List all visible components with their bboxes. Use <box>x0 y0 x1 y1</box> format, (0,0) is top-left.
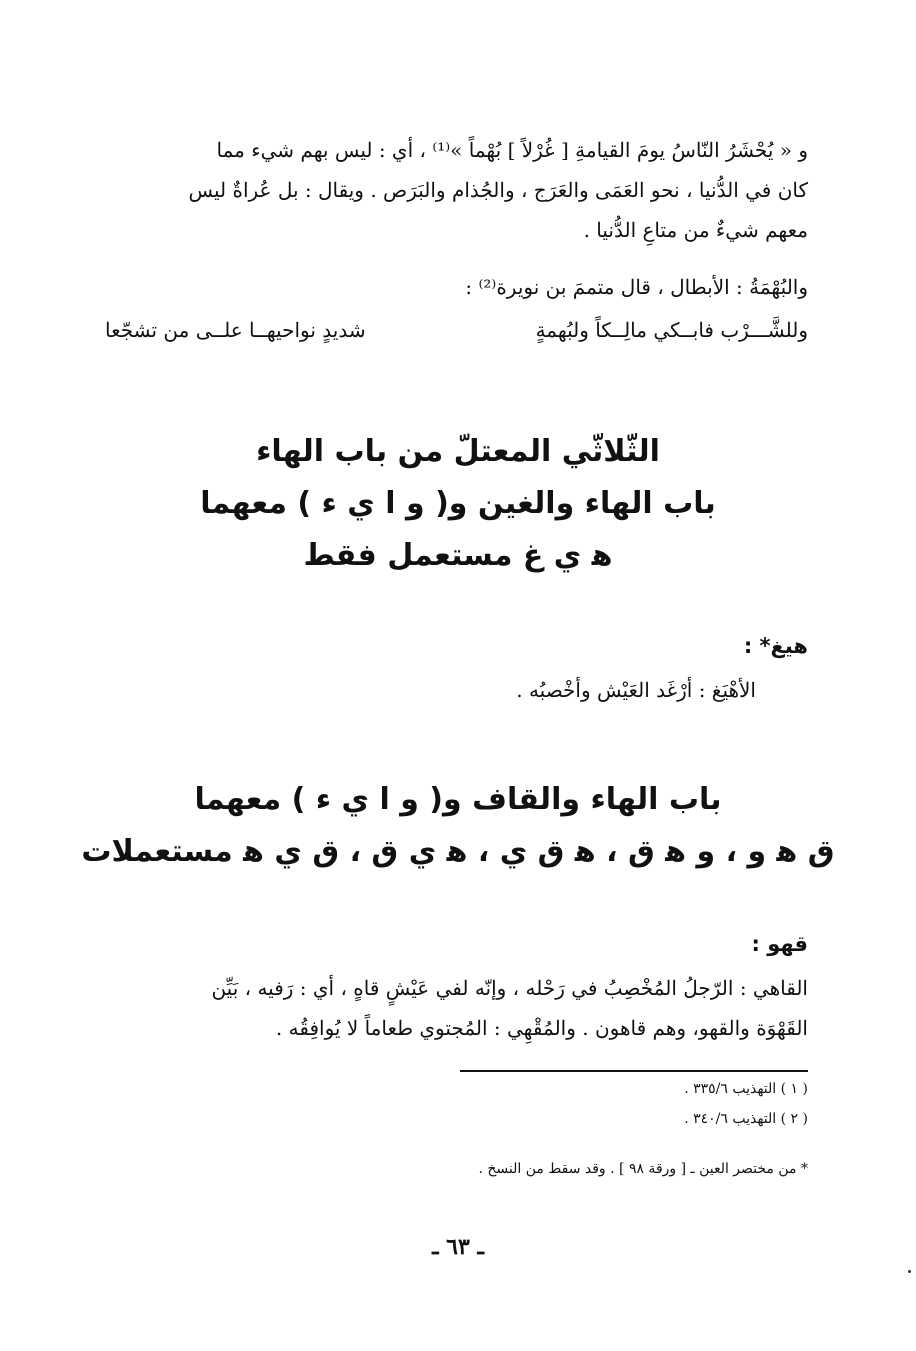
section-heading-ha-ghayn <box>60 426 856 582</box>
paragraph-line: القاهي : الرّجلُ المُخْصِبُ في رَحْله ، وإنّه لفي عَيْشٍ قاهٍ ، أي : رَفيه ، بَيِّن <box>211 976 808 1000</box>
heading-line: ق ﻫ و ، و ﻫ ق ، ﻫ ق ي ، ﻫ ي ق ، ق ي ﻫ مستعملات <box>81 834 835 869</box>
entry-headword-hyg: هيغ* : <box>743 634 808 658</box>
heading-line: ﻫ ي غ مستعمل فقط <box>303 538 613 573</box>
paragraph-buhm <box>105 130 808 250</box>
paragraph-line: و « يُحْشَرُ النّاسُ يومَ القيامةِ [ غُرْلاً ] بُهْماً »⁽¹⁾ ، أي : ليس بهم شيء مما <box>216 138 808 162</box>
footnote: ( ٢ ) التهذيب ٣٤٠/٦ . <box>684 1111 808 1127</box>
entry-headword-qhw: قهو : <box>751 932 808 956</box>
verse-second-hemistich: شديدٍ نواحيهــا علــى من تشجّعا <box>105 318 366 342</box>
footnote-divider <box>460 1070 808 1072</box>
heading-line: باب الهاء والغين و( و ا ي ء ) معهما <box>200 486 716 521</box>
page-number: ـ ٦٣ ـ <box>432 1234 484 1260</box>
footnote: * من مختصر العين ـ [ ورقة ٩٨ ] . وقد سقط من النسخ . <box>478 1161 808 1177</box>
entry-definition-qhw <box>105 968 808 1048</box>
paragraph-line: القَهْوَة والقهو، وهم قاهون . والمُقْهِي : المُجتوي طعاماً لا يُوافِقُه . <box>275 1016 808 1040</box>
paragraph-line: كان في الدُّنيا ، نحو العَمَى والعَرَج ، والجُذام والبَرَص . ويقال : بل عُراةٌ ليس <box>188 178 808 202</box>
paragraph-line: والبُهْمَةُ : الأبطال ، قال متممَ بن نويرة⁽²⁾ : <box>465 275 808 299</box>
footnote: ( ١ ) التهذيب ٣٣٥/٦ . <box>684 1081 808 1097</box>
section-heading-ha-qaf <box>60 774 856 878</box>
paragraph-buhma <box>105 267 808 307</box>
scan-speck <box>908 1270 911 1273</box>
paragraph-line: معهم شيءٌ من متاعِ الدُّنيا . <box>583 218 808 242</box>
verse-first-hemistich: وللشَّـــرْب فابــكي مالِــكاً ولبُهمةٍ <box>535 318 808 342</box>
heading-line: باب الهاء والقاف و( و ا ي ء ) معهما <box>194 782 722 817</box>
heading-line: الثّلاثّي المعتلّ من باب الهاء <box>256 434 660 469</box>
poetry-verse <box>105 312 808 348</box>
entry-definition: الأهْيَغ : أرْغَد العَيْش وأخْصبُه . <box>516 678 756 702</box>
